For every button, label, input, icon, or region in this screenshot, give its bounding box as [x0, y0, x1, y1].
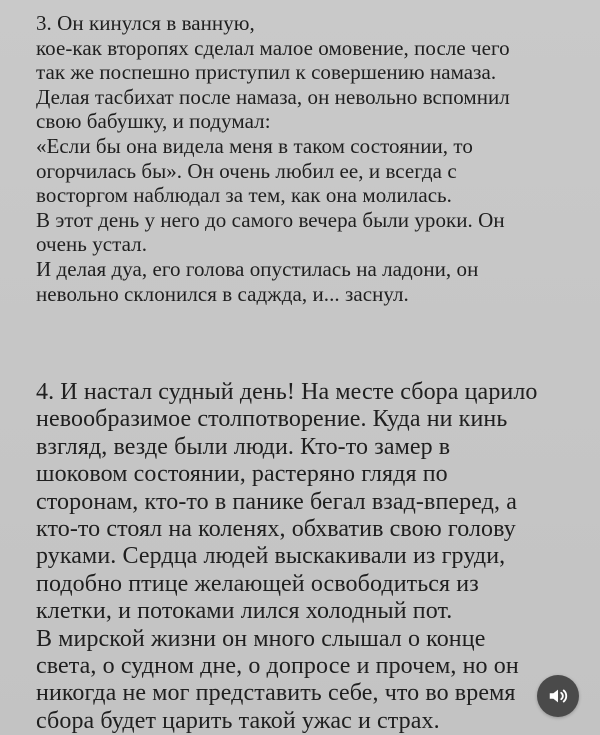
paragraph-4-line: клетки, и потоками лился холодный пот.: [36, 598, 453, 625]
paragraph-3-line: И делая дуа, его голова опустилась на ладони, он: [36, 256, 479, 281]
paragraph-4-line: 4. И настал судный день! На месте сбора царило: [36, 379, 538, 405]
paragraph-4-line: сбора будет царить такой ужас и страх.: [36, 707, 440, 734]
paragraph-3-line: огорчилась бы». Он очень любил ее, и всегда с: [36, 158, 457, 183]
paragraph-3-line: Делая тасбихат после намаза, он невольно вспомнил: [36, 84, 510, 109]
paragraph-3-line: 3. Он кинулся в ванную,: [36, 11, 255, 35]
paragraph-3-line: невольно склонился в саджда, и... заснул.: [36, 281, 409, 306]
paragraph-3-line: В этот день у него до самого вечера были уроки. Он: [36, 207, 505, 232]
paragraph-3: [36, 11, 510, 306]
paragraph-4-line: шоковом состоянии, растеряно глядя по: [36, 461, 448, 488]
paragraph-4-line: взгляд, везде были люди. Кто-то замер в: [36, 433, 451, 460]
sound-toggle-button[interactable]: [537, 675, 579, 717]
paragraph-4-line: никогда не мог представить себе, что во время: [36, 680, 516, 707]
paragraph-4-line: света, о судном дне, о допросе и прочем, но он: [36, 653, 519, 680]
paragraph-4-line: кто-то стоял на коленях, обхватив свою голову: [36, 516, 516, 543]
speaker-sound-icon: [547, 685, 569, 707]
paragraph-4-line: невообразимое столпотворение. Куда ни кинь: [36, 406, 508, 433]
paragraph-4-line: В мирской жизни он много слышал о конце: [36, 625, 486, 652]
paragraph-3-line: восторгом наблюдал за тем, как она молилась.: [36, 183, 452, 208]
paragraph-4-line: подобно птице желающей освободиться из: [36, 570, 479, 597]
paragraph-4: [36, 379, 538, 735]
paragraph-3-line: свою бабушку, и подумал:: [36, 109, 271, 134]
paragraph-4-line: руками. Сердца людей выскакивали из груди,: [36, 543, 506, 570]
paragraph-3-line: так же поспешно приступил к совершению намаза.: [36, 60, 497, 85]
paragraph-3-line: кое-как второпях сделал малое омовение, после чего: [36, 35, 510, 60]
paragraph-3-line: «Если бы она видела меня в таком состоянии, то: [36, 133, 473, 158]
paragraph-4-line: сторонам, кто-то в панике бегал взад-вперед, а: [36, 488, 517, 515]
paragraph-3-line: очень устал.: [36, 232, 147, 257]
